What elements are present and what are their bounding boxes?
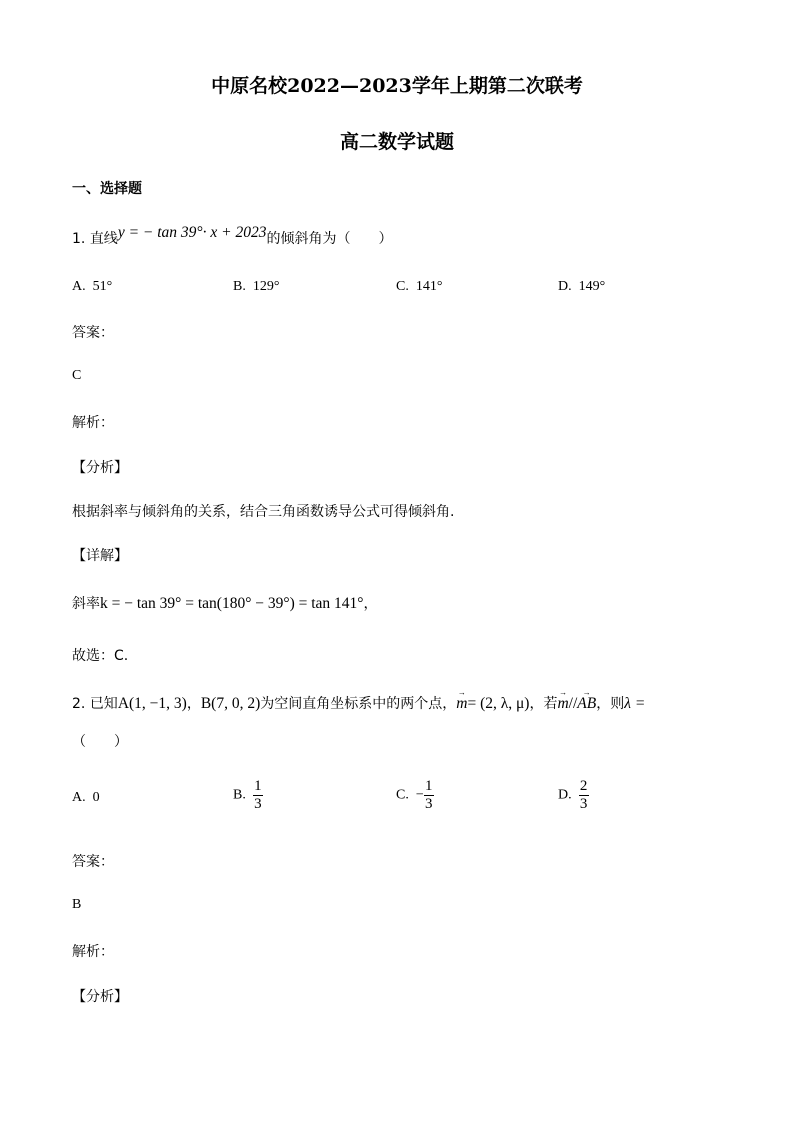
line-equation: y = − tan 39°· x + 2023 [117, 224, 267, 241]
option-letter: B. [233, 787, 246, 803]
denominator: 3 [579, 796, 588, 812]
vector-arrow-icon: → [559, 688, 568, 697]
numerator: 1 [254, 778, 262, 794]
parallel-symbol: // [568, 695, 578, 712]
answer-value: B [72, 897, 82, 912]
question-1-stem [72, 224, 393, 248]
vector-arrow-icon: → [457, 688, 466, 697]
exam-subtitle: 高二数学试题 [339, 131, 454, 153]
option-d [558, 778, 589, 813]
option-a [72, 279, 112, 295]
option-value: 129° [252, 279, 280, 294]
fraction [253, 778, 263, 813]
numerator: 2 [579, 778, 588, 794]
vector-m-symbol: m [557, 695, 569, 712]
option-c [396, 778, 434, 813]
select-text: 故选：C. [72, 648, 129, 664]
lambda-equals: λ = [624, 695, 646, 712]
option-b [233, 279, 279, 295]
option-c [396, 279, 442, 295]
detail-suffix: ， [363, 596, 378, 612]
fenxi-text: 根据斜率与倾斜角的关系，结合三角函数诱导公式可得倾斜角. [72, 504, 455, 520]
answer-paren: （ ） [72, 734, 128, 750]
question-number: 2. [72, 696, 86, 712]
option-letter: B. [233, 279, 246, 294]
option-letter: A. [72, 790, 86, 805]
analysis-label: 解析： [72, 415, 114, 431]
option-value: 0 [92, 790, 100, 805]
question-text: ，则 [596, 696, 625, 712]
exam-title: 中原名校2022—2023学年上期第二次联考 [211, 75, 583, 97]
question-text: 的倾斜角为（ ） [266, 231, 393, 247]
analysis-label: 解析： [72, 944, 114, 960]
xiangjie-label: 【详解】 [72, 548, 128, 564]
option-a [72, 790, 100, 806]
question-number: 1. [72, 231, 86, 247]
vector-m-value: = (2, λ, μ) [467, 695, 530, 712]
question-text: ， [186, 696, 201, 712]
fenxi-label: 【分析】 [72, 460, 128, 476]
question-2-stem [72, 688, 646, 713]
answer-value: C [72, 368, 82, 383]
section-heading: 一、选择题 [72, 181, 142, 197]
point-b: B(7, 0, 2) [200, 695, 261, 712]
option-letter: D. [558, 279, 572, 294]
fraction [579, 778, 589, 813]
option-value: 51° [92, 279, 113, 294]
answer-label: 答案： [72, 854, 114, 870]
vector-ab [577, 688, 597, 713]
detail-prefix: 斜率 [72, 596, 100, 612]
option-letter: A. [72, 279, 86, 294]
vector-m [456, 688, 468, 713]
option-letter: C. [396, 787, 409, 803]
option-letter: D. [558, 787, 572, 803]
answer-label: 答案： [72, 325, 114, 341]
option-value: 141° [415, 279, 443, 294]
slope-equation: k = − tan 39° = tan(180° − 39°) = tan 141° [100, 595, 364, 612]
option-d [558, 279, 605, 295]
numerator: 1 [425, 778, 433, 794]
vector-m [557, 688, 569, 713]
option-value: 149° [578, 279, 606, 294]
denominator: 3 [425, 796, 433, 812]
vector-m-symbol: m [456, 695, 468, 712]
vector-arrow-icon: → [582, 688, 591, 697]
question-text: 直线 [89, 231, 118, 247]
question-text: 为空间直角坐标系中的两个点， [260, 696, 457, 712]
minus-sign: − [415, 787, 424, 803]
question-text: ，若 [529, 696, 558, 712]
vector-ab-symbol: AB [577, 695, 597, 712]
denominator: 3 [254, 796, 262, 812]
fraction [424, 778, 434, 813]
option-b [233, 778, 263, 813]
point-a: A(1, −1, 3) [117, 695, 187, 712]
fenxi-label: 【分析】 [72, 989, 128, 1005]
detail-line [72, 593, 378, 613]
option-letter: C. [396, 279, 409, 294]
question-text: 已知 [89, 696, 118, 712]
